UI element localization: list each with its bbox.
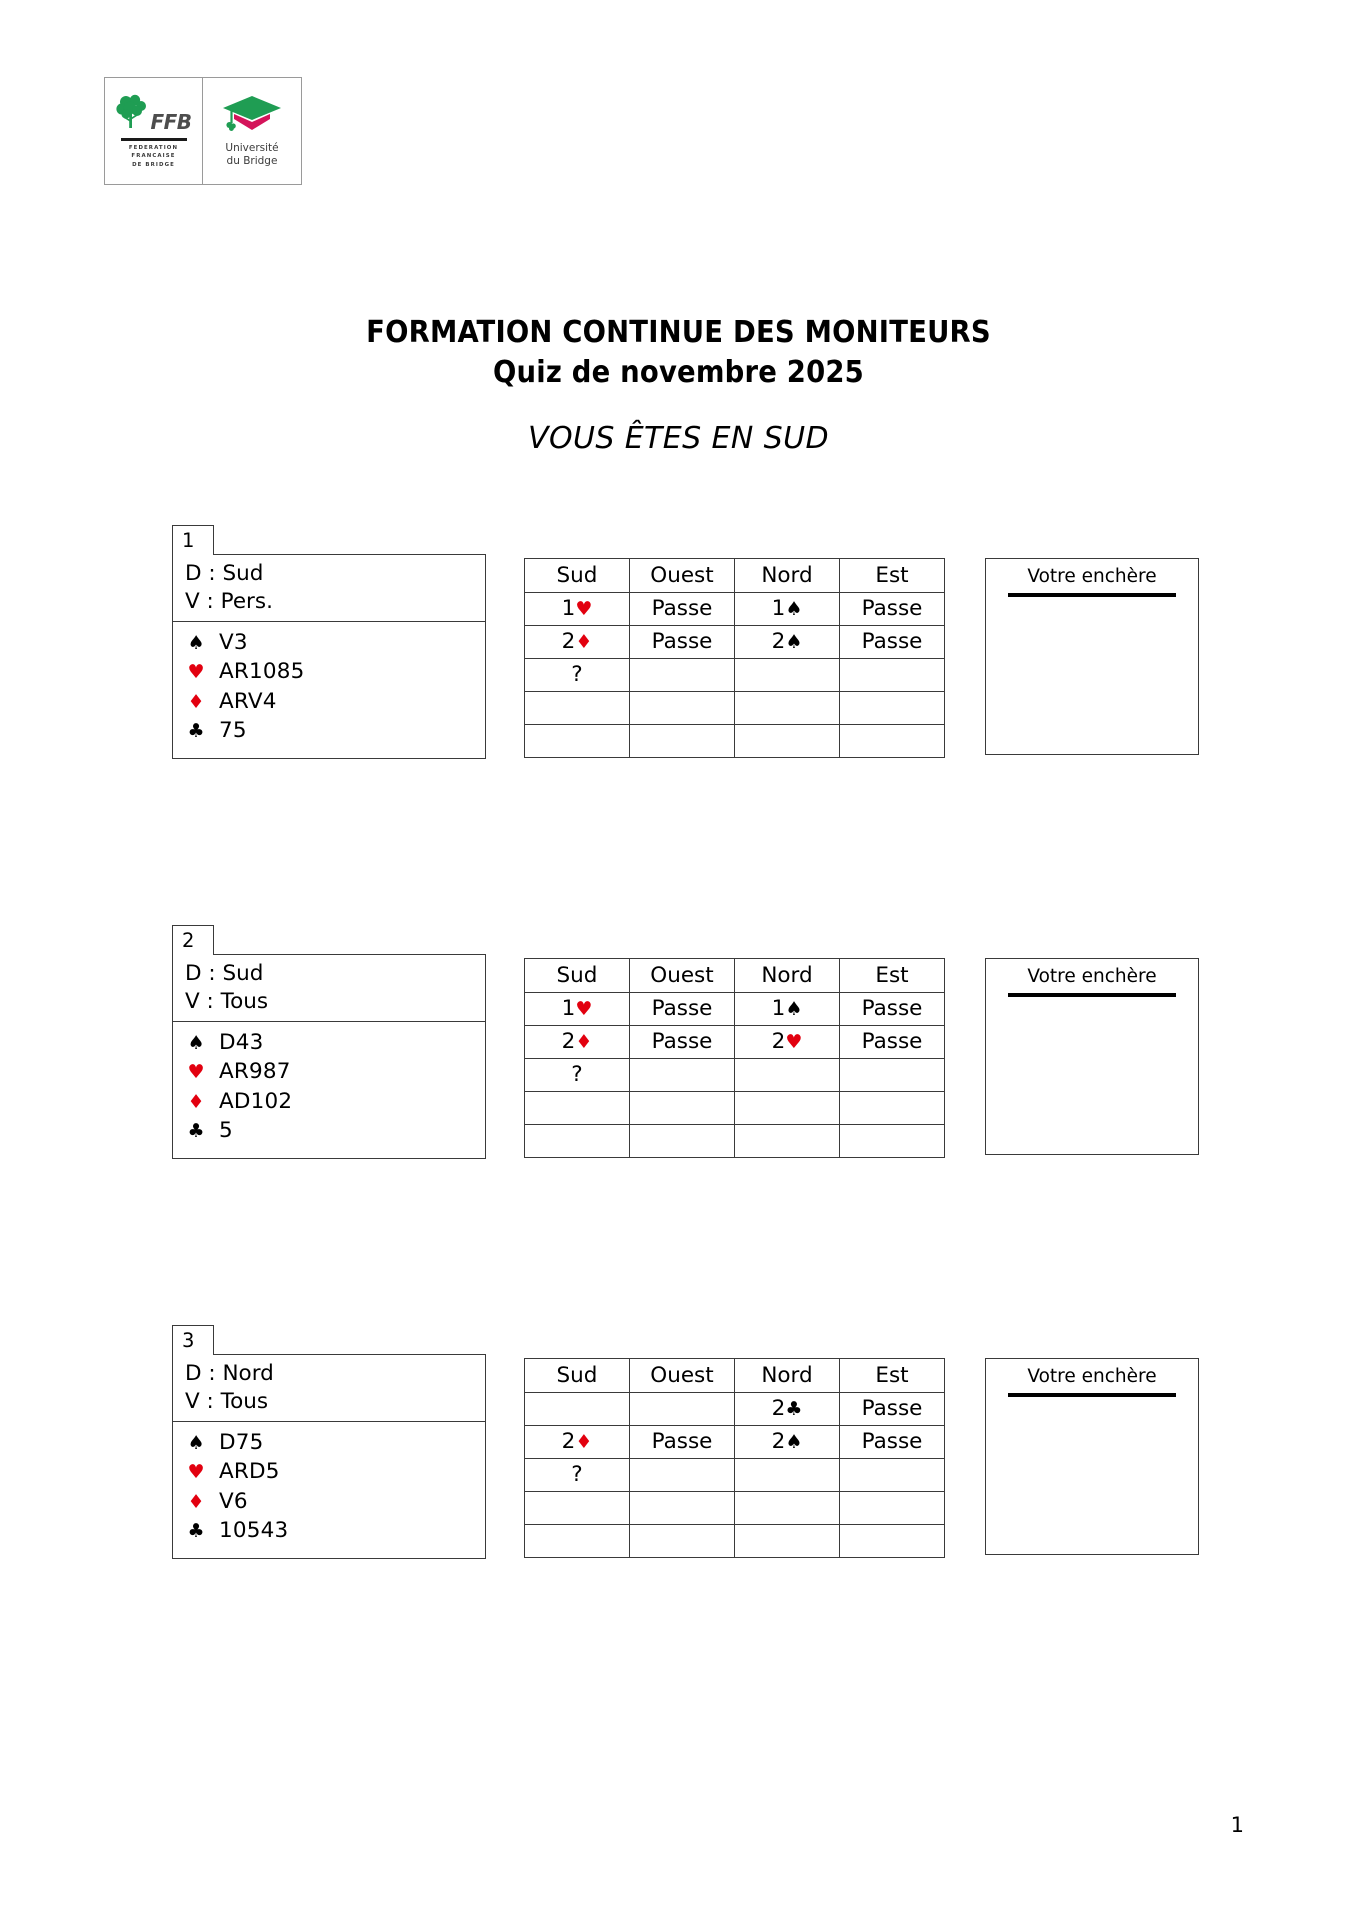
bidding-header-sud: Sud [525,1359,630,1393]
bid-level: 2 [561,1429,576,1454]
ouest [630,1393,735,1426]
heart-icon: ♥ [187,661,205,684]
bid-level: 2 [771,1429,786,1454]
problem-number-tab: 1 [172,525,214,555]
est: Passe [840,993,945,1026]
suit-row-diamond [173,1087,485,1116]
bid-suit-icon: ♠ [785,598,803,620]
bidding-header-sud: Sud [525,559,630,593]
bidding-empty-cell [630,1492,735,1525]
hand-meta [173,555,485,622]
bid-level: 1 [771,996,786,1021]
suit-cards: D43 [219,1030,264,1055]
bidding-filler-row [525,1092,945,1125]
page-title [0,313,1357,393]
bid-suit-icon: ♠ [785,1431,803,1453]
nord [735,626,840,659]
suit-cards: ARV4 [219,688,277,714]
suit-row-spade [173,1428,485,1457]
bidding-empty-cell [735,1125,840,1158]
page-title-line-1: FORMATION CONTINUE DES MONITEURS [366,315,991,350]
problem-1 [0,525,1357,785]
ffb-abbreviation: FFB [150,109,192,134]
problem-2 [0,925,1357,1185]
ouest: Passe [630,993,735,1026]
nord [735,1426,840,1459]
sud [525,1426,630,1459]
est: Passe [840,593,945,626]
tree-icon [115,93,149,135]
nord [735,1459,840,1492]
diamond-icon: ♦ [187,1090,205,1113]
diamond-icon: ♦ [187,690,205,713]
sud: ? [525,1459,630,1492]
bidding-empty-cell [840,1125,945,1158]
bid-level: 1 [771,596,786,621]
suit-row-heart [173,657,485,686]
bidding-header-row [525,559,945,593]
bid-level: 2 [771,1029,786,1054]
vulnerability-line: V : Tous [185,1389,269,1415]
est [840,1459,945,1492]
diamond-icon: ♦ [187,1490,205,1513]
hand-panel [172,1325,486,1559]
bidding-table [524,958,945,1158]
suit-cards: AD102 [219,1088,293,1114]
bidding-filler-row [525,725,945,758]
bidding-header-est: Est [840,559,945,593]
universite-line-2: du Bridge [226,154,278,167]
bidding-empty-cell [840,1092,945,1125]
bidding-filler-row [525,692,945,725]
bid-level: 2 [561,629,576,654]
bidding-empty-cell [840,692,945,725]
club-icon: ♣ [187,720,205,743]
dealer-line: D : Sud [185,560,264,586]
suit-row-club [173,1516,485,1545]
graduation-cap-icon [221,94,283,142]
votre-enchere-rule [1008,993,1176,997]
bidding-empty-cell [735,1525,840,1558]
bidding-empty-cell [735,1092,840,1125]
est: Passe [840,1393,945,1426]
bidding-header-ouest: Ouest [630,1359,735,1393]
bidding-header-ouest: Ouest [630,959,735,993]
suit-row-club [173,1116,485,1145]
suit-row-heart [173,1457,485,1486]
bid-level: 2 [561,1029,576,1054]
bidding-row [525,593,945,626]
bid-suit-icon: ♦ [575,631,593,653]
votre-enchere-rule [1008,1393,1176,1397]
bid-suit-icon: ♥ [575,998,593,1020]
universite-line-1: Université [225,142,279,155]
suit-cards: D75 [219,1430,264,1455]
ffb-subtitle-line-3: DE BRIDGE [132,161,175,168]
votre-enchere-box[interactable] [985,1358,1199,1555]
votre-enchere-box[interactable] [985,958,1199,1155]
ffb-subtitle-line-2: FRANCAISE [131,153,176,160]
page-number: 1 [1230,1813,1244,1837]
hand-meta [173,955,485,1022]
heart-icon: ♥ [187,1461,205,1484]
page-title-line-2: Quiz de novembre 2025 [493,354,864,390]
bidding-empty-cell [630,692,735,725]
organization-logo [104,77,302,185]
bidding-header-ouest: Ouest [630,559,735,593]
ouest: Passe [630,1026,735,1059]
suit-cards: AR987 [219,1059,291,1085]
bidding-empty-cell [525,725,630,758]
problem-number-tab: 3 [172,1325,214,1355]
sud [525,626,630,659]
bidding-empty-cell [735,1492,840,1525]
club-icon: ♣ [187,1520,205,1543]
hand-suits [173,1422,485,1558]
suit-cards: ARD5 [219,1459,280,1485]
votre-enchere-box[interactable] [985,558,1199,755]
suit-cards: 75 [219,718,247,744]
dealer-line: D : Nord [185,1360,274,1386]
suit-cards: V6 [219,1488,248,1514]
suit-cards: AR1085 [219,659,305,685]
bidding-filler-row [525,1525,945,1558]
bidding-empty-cell [840,1525,945,1558]
bidding-header-nord: Nord [735,559,840,593]
ouest [630,659,735,692]
bidding-empty-cell [735,725,840,758]
bidding-header-row [525,959,945,993]
hand-panel [172,525,486,759]
bid-level: 2 [771,629,786,654]
nord [735,1026,840,1059]
dealer-line: D : Sud [185,960,264,986]
spade-icon: ♠ [187,1432,205,1454]
bid-level: 2 [771,1396,786,1421]
hand-suits [173,1022,485,1158]
suit-cards: V3 [219,630,248,655]
heart-icon: ♥ [187,1061,205,1084]
bidding-header-row [525,1359,945,1393]
hand-panel [172,925,486,1159]
bid-suit-icon: ♠ [785,998,803,1020]
bidding-row [525,626,945,659]
sud [525,1026,630,1059]
bidding-header-nord: Nord [735,959,840,993]
bidding-empty-cell [525,1125,630,1158]
nord [735,593,840,626]
bidding-row [525,1393,945,1426]
suit-cards: 5 [219,1118,233,1144]
universite-subtitle [225,142,278,167]
suit-row-spade [173,1028,485,1057]
nord [735,1059,840,1092]
sud [525,593,630,626]
hand-box [172,1354,486,1559]
bidding-empty-cell [735,692,840,725]
suit-row-diamond [173,687,485,716]
bidding-empty-cell [630,1525,735,1558]
suit-cards: 10543 [219,1518,289,1544]
ouest: Passe [630,626,735,659]
hand-box [172,954,486,1159]
est: Passe [840,626,945,659]
bidding-empty-cell [630,725,735,758]
suit-row-club [173,716,485,745]
page-subtitle: VOUS ÊTES EN SUD [528,421,829,456]
problem-number-tab: 2 [172,925,214,955]
universite-logo-cell [203,78,301,184]
bidding-row [525,993,945,1026]
votre-enchere-rule [1008,593,1176,597]
bidding-empty-cell [630,1092,735,1125]
ouest [630,1059,735,1092]
vulnerability-line: V : Tous [185,989,269,1015]
bidding-row [525,1026,945,1059]
bid-level: 1 [561,996,576,1021]
bid-suit-icon: ♥ [785,1031,803,1053]
est [840,659,945,692]
club-icon: ♣ [187,1120,205,1143]
nord [735,1393,840,1426]
bid-suit-icon: ♣ [785,1398,803,1420]
sud [525,1393,630,1426]
suit-row-heart [173,1057,485,1086]
ouest: Passe [630,1426,735,1459]
bidding-empty-cell [525,1092,630,1125]
votre-enchere-label: Votre enchère [1027,1366,1157,1387]
bidding-empty-cell [525,1525,630,1558]
bidding-header-est: Est [840,959,945,993]
bidding-table [524,1358,945,1558]
est: Passe [840,1026,945,1059]
bidding-row [525,1459,945,1492]
ouest: Passe [630,593,735,626]
bid-level: 1 [561,596,576,621]
bidding-table [524,558,945,758]
ffb-subtitle [129,144,178,169]
ffb-divider-rule [121,138,187,141]
bid-suit-icon: ♥ [575,598,593,620]
bid-suit-icon: ♠ [785,631,803,653]
spade-icon: ♠ [187,632,205,654]
bid-suit-icon: ♦ [575,1031,593,1053]
ffb-mark [115,95,191,135]
sud: ? [525,1059,630,1092]
suit-row-diamond [173,1487,485,1516]
bidding-row [525,659,945,692]
hand-box [172,554,486,759]
bidding-row [525,1059,945,1092]
bidding-empty-cell [840,725,945,758]
bidding-empty-cell [630,1125,735,1158]
bidding-empty-cell [525,692,630,725]
spade-icon: ♠ [187,1032,205,1054]
hand-meta [173,1355,485,1422]
est [840,1059,945,1092]
ffb-logo-cell [105,78,203,184]
bidding-header-est: Est [840,1359,945,1393]
est: Passe [840,1426,945,1459]
votre-enchere-label: Votre enchère [1027,566,1157,587]
bidding-row [525,1426,945,1459]
graduation-cap-wrap [221,95,283,141]
problem-3 [0,1325,1357,1585]
sud: ? [525,659,630,692]
votre-enchere-label: Votre enchère [1027,966,1157,987]
bidding-filler-row [525,1492,945,1525]
ouest [630,1459,735,1492]
bidding-header-sud: Sud [525,959,630,993]
bidding-filler-row [525,1125,945,1158]
sud [525,993,630,1026]
nord [735,993,840,1026]
bidding-empty-cell [840,1492,945,1525]
hand-suits [173,622,485,758]
ffb-subtitle-line-1: FEDERATION [128,144,179,151]
nord [735,659,840,692]
bidding-header-nord: Nord [735,1359,840,1393]
vulnerability-line: V : Pers. [185,589,273,615]
bidding-empty-cell [525,1492,630,1525]
bid-suit-icon: ♦ [575,1431,593,1453]
suit-row-spade [173,628,485,657]
